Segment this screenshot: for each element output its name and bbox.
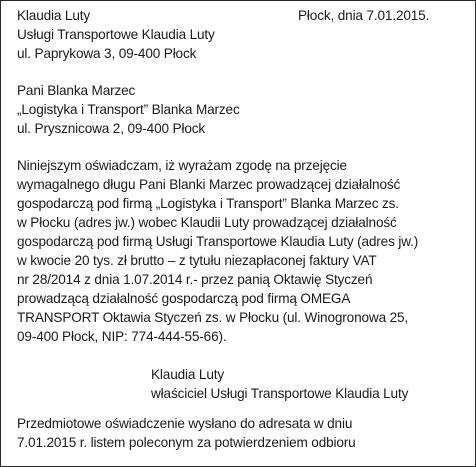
body-line: w kwocie 20 tys. zł brutto – z tytułu niezapłaconej faktury VAT [17, 253, 377, 268]
body-line: 09-400 Płock, NIP: 774-444-55-66). [17, 329, 227, 344]
body-line: gospodarczą pod firmą Usługi Transportowe Klaudia Luty (adres jw.) [17, 234, 419, 249]
body-line: gospodarczą pod firmą „Logistyka i Transport” Blanka Marzec zs. [17, 196, 399, 211]
delivery-line: Przedmiotowe oświadczenie wysłano do adresata w dniu [17, 416, 353, 431]
delivery-line: 7.01.2015 r. listem poleconym za potwierdzeniem odbioru [17, 435, 356, 450]
body-line: TRANSPORT Oktawia Styczeń zs. w Płocku (ul. Winogronowa 25, [17, 310, 409, 325]
body-line: w Płocku (adres jw.) wobec Klaudii Luty prowadzącej działalność [17, 215, 397, 230]
sender-address: ul. Paprykowa 3, 09-400 Płock [17, 46, 197, 61]
delivery-note [17, 414, 457, 452]
recipient-address: ul. Prysznicowa 2, 09-400 Płock [17, 121, 206, 136]
statement-body [17, 156, 457, 346]
signature-block [151, 365, 471, 403]
body-line: nr 28/2014 z dnia 1.07.2014 r.- przez panią Oktawię Styczeń [17, 272, 373, 287]
recipient-name: Pani Blanka Marzec [17, 83, 136, 98]
place-date: Płock, dnia 7.01.2015. [298, 8, 430, 23]
body-line: wymagalnego długu Pani Blanki Marzec prowadzącej działalność [17, 177, 401, 192]
body-line: prowadzącą działalność gospodarczą pod firmą OMEGA [17, 291, 351, 306]
body-line: Niniejszym oświadczam, iż wyrażam zgodę na przejęcie [17, 158, 347, 173]
recipient-company: „Logistyka i Transport” Blanka Marzec [17, 102, 240, 117]
signature-name: Klaudia Luty [151, 367, 225, 382]
signature-title: właściciel Usługi Transportowe Klaudia Luty [151, 386, 409, 401]
sender-name: Klaudia Luty [17, 8, 91, 23]
sender-company: Usługi Transportowe Klaudia Luty [17, 27, 215, 42]
recipient-block [17, 81, 457, 138]
